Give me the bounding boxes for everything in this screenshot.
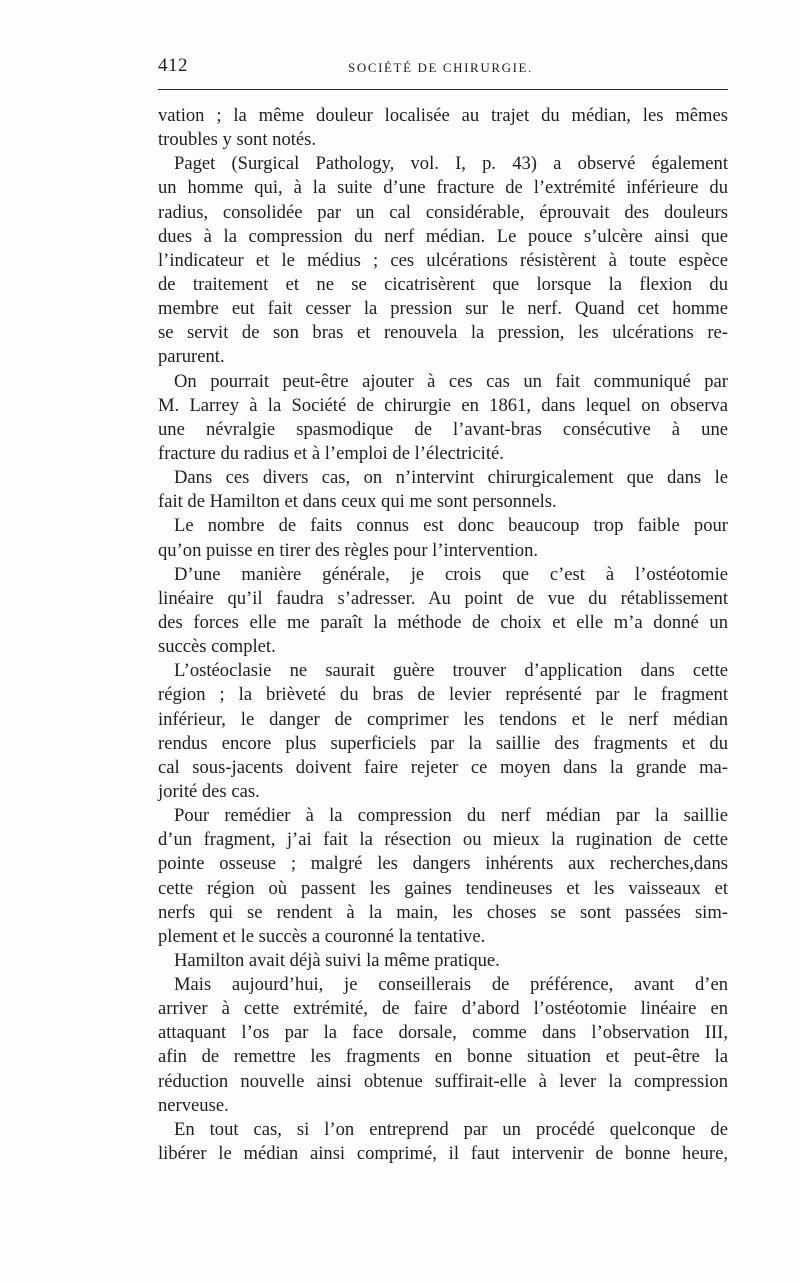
text-line: membre eut fait cesser la pression sur le nerf. Quand cet homme <box>158 298 728 320</box>
text-line: d’un fragment, j’ai fait la résection ou mieux la rugination de cette <box>158 829 728 851</box>
page-number: 412 <box>158 55 188 76</box>
text-line: Paget (Surgical Pathology, vol. I, p. 43) a observé également <box>174 153 728 175</box>
text-line: cal sous-jacents doivent faire rejeter ce moyen dans la grande ma- <box>158 756 728 778</box>
text-line: parurent. <box>158 346 225 368</box>
text-line: Hamilton avait déjà suivi la même pratique. <box>174 949 500 971</box>
text-line: Mais aujourd’hui, je conseillerais de préférence, avant d’en <box>174 974 728 996</box>
text-line: vation ; la même douleur localisée au trajet du médian, les mêmes <box>158 105 728 126</box>
text-line: libérer le médian ainsi comprimé, il faut intervenir de bonne heure, <box>158 1143 728 1165</box>
text-line: qu’on puisse en tirer des règles pour l’intervention. <box>158 539 539 561</box>
text-line: Le nombre de faits connus est donc beaucoup trop faible pour <box>174 515 728 537</box>
text-line: Pour remédier à la compression du nerf médian par la saillie <box>174 805 728 827</box>
text-line: réduction nouvelle ainsi obtenue suffirait-elle à lever la compression <box>158 1070 728 1092</box>
text-line: dues à la compression du nerf médian. Le pouce s’ulcère ainsi que <box>158 225 728 247</box>
text-line: arriver à cette extrémité, de faire d’abord l’ostéotomie linéaire en <box>158 998 728 1020</box>
text-line: des forces elle me paraît la méthode de choix et elle m’a donné un <box>158 611 728 633</box>
text-line: afin de remettre les fragments en bonne situation et peut-être la <box>158 1046 728 1068</box>
text-line: nerveuse. <box>158 1094 229 1116</box>
text-line: pointe osseuse ; malgré les dangers inhérents aux recherches,dans <box>158 853 728 875</box>
text-line: fracture du radius et à l’emploi de l’électricité. <box>158 442 504 464</box>
text-line: On pourrait peut-être ajouter à ces cas un fait communiqué par <box>174 370 728 392</box>
text-line: fait de Hamilton et dans ceux qui me sont personnels. <box>158 491 557 513</box>
text-line: l’indicateur et le médius ; ces ulcérations résistèrent à toute espèce <box>158 249 728 271</box>
text-line: jorité des cas. <box>158 780 260 802</box>
text-line: rendus encore plus superficiels par la saillie des fragments et du <box>158 732 728 754</box>
text-line: linéaire qu’il faudra s’adresser. Au point de vue du rétablissement <box>158 587 728 609</box>
text-line: L’ostéoclasie ne saurait guère trouver d’application dans cette <box>174 660 728 682</box>
text-line: nerfs qui se rendent à la main, les choses se sont passées sim- <box>158 901 728 923</box>
text-line: se servit de son bras et renouvela la pression, les ulcérations re- <box>158 322 728 344</box>
text-line: attaquant l’os par la face dorsale, comme dans l’observation III, <box>158 1022 728 1044</box>
text-line: un homme qui, à la suite d’une fracture de l’extrémité inférieure du <box>158 177 728 199</box>
text-line: D’une manière générale, je crois que c’est à l’ostéotomie <box>174 563 728 585</box>
text-line: radius, consolidée par un cal considérable, éprouvait des douleurs <box>158 201 728 223</box>
text-line: succès complet. <box>158 636 276 658</box>
running-title: SOCIÉTÉ DE CHIRURGIE. <box>348 60 533 75</box>
text-line: plement et le succès a couronné la tentative. <box>158 925 486 947</box>
text-line: inférieur, le danger de comprimer les tendons et le nerf médian <box>158 708 728 730</box>
text-line: région ; la brièveté du bras de levier représenté par le fragment <box>158 684 728 706</box>
body-text <box>158 104 728 1166</box>
header-rule <box>158 89 728 90</box>
text-line: troubles y sont notés. <box>158 129 317 151</box>
page-header <box>158 55 728 87</box>
text-line: Dans ces divers cas, on n’intervint chirurgicalement que dans le <box>174 467 728 489</box>
text-line: une névralgie spasmodique de l’avant-bras consécutive à une <box>158 418 728 440</box>
text-line: de traitement et ne se cicatrisèrent que lorsque la flexion du <box>158 273 728 295</box>
text-line: cette région où passent les gaines tendineuses et les vaisseaux et <box>158 877 728 899</box>
text-line: M. Larrey à la Société de chirurgie en 1861, dans lequel on observa <box>158 394 728 416</box>
text-line: En tout cas, si l’on entreprend par un procédé quelconque de <box>174 1118 728 1140</box>
